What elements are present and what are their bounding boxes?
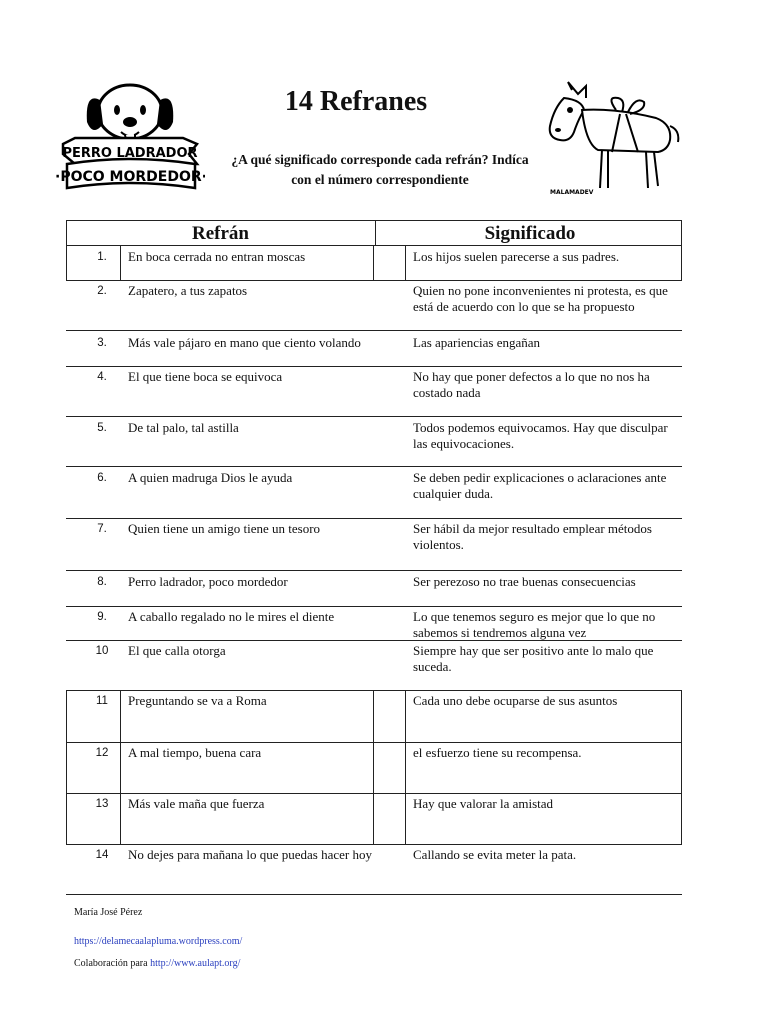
instructions-line2: con el número correspondiente [291,172,469,187]
row-refran: Más vale maña que fuerza [128,796,265,811]
cell-border [66,690,67,844]
cell-border [373,246,374,280]
refranes-table [66,220,682,862]
row-significado: Los hijos suelen parecerse a sus padres. [413,249,620,264]
row-number: 3. [97,337,107,349]
row-refran: El que calla otorga [128,643,226,658]
row-number: 8. [97,576,107,588]
row-number: 2. [97,285,107,297]
row-refran: Preguntando se va a Roma [128,693,267,708]
row-divider [66,570,682,571]
collab-prefix: Colaboración para [74,958,148,969]
footer-collab [74,958,240,969]
row-number: 1. [97,251,107,263]
footer-author: María José Pérez [74,907,143,918]
header-refran: Refrán [192,223,249,244]
cell-border [120,246,121,280]
row-divider [66,330,682,331]
collab-link[interactable]: http://www.aulapt.org/ [150,958,241,969]
row-refran: Más vale pájaro en mano que ciento volando [128,335,361,350]
row-significado: Lo que tenemos seguro es mejor que lo que no sabemos si tendremos alguna vez [413,609,656,640]
footer-blog-link[interactable]: https://delamecaalapluma.wordpress.com/ [74,936,243,947]
row-refran: En boca cerrada no entran moscas [128,249,306,264]
row-significado: Cada uno debe ocuparse de sus asuntos [413,693,618,708]
row-number: 7. [97,523,107,535]
row-significado: Siempre hay que ser positivo ante lo malo que suceda. [413,643,654,674]
row-divider [66,366,682,367]
row-number: 13 [95,798,109,810]
row-significado: el esfuerzo tiene su recompensa. [413,745,582,760]
row-divider [66,466,682,467]
row-significado: Las apariencias engañan [413,335,541,350]
instructions-line1: ¿A qué significado corresponde cada refrán? Indíca [231,152,529,167]
row-number: 6. [97,472,107,484]
row-number: 10 [95,645,109,657]
row-refran: Zapatero, a tus zapatos [128,283,248,298]
cell-border [66,246,67,280]
row-significado: Callando se evita meter la pata. [413,847,577,862]
row-number: 4. [97,371,107,383]
row-significado: Ser hábil da mejor resultado emplear métodos violentos. [413,521,652,552]
cell-border [681,246,682,280]
row-refran: El que tiene boca se equivoca [128,369,283,384]
cell-border [405,246,406,280]
row-refran: De tal palo, tal astilla [128,420,239,435]
row-refran: Perro ladrador, poco mordedor [128,574,288,589]
row-number: 14 [95,849,109,861]
cell-border [681,690,682,844]
row-significado: Quien no pone inconvenientes ni protesta, es que está de acuerdo con lo que se ha propuesto [413,283,668,314]
donkey-signature: MALAMADEV [550,189,594,196]
row-refran: No dejes para mañana lo que puedas hacer hoy [128,847,373,862]
row-divider [66,416,682,417]
row-number: 11 [96,695,108,707]
row-refran: Quien tiene un amigo tiene un tesoro [128,521,321,536]
table-header [66,220,682,246]
row-significado: No hay que poner defectos a lo que no nos ha costado nada [413,369,650,400]
row-refran: A caballo regalado no le mires el diente [128,609,335,624]
row-refran: A mal tiempo, buena cara [128,745,262,760]
row-divider [66,640,682,641]
logo-line2: ·POCO MORDEDOR· [55,169,205,185]
row-number: 12 [95,747,109,759]
row-significado: Todos podemos equivocamos. Hay que disculpar las equivocaciones. [413,420,668,451]
cell-border [373,690,374,844]
row-divider [66,280,682,281]
row-divider [66,690,682,691]
logo-line1: PERRO LADRADOR [62,146,198,161]
cell-border [120,690,121,844]
row-divider [66,742,682,743]
row-refran: A quien madruga Dios le ayuda [128,470,293,485]
page-title: 14 Refranes [284,86,428,117]
row-number: 5. [97,422,107,434]
instructions [212,150,548,190]
row-significado: Se deben pedir explicaciones o aclaraciones ante cualquier duda. [413,470,667,501]
row-divider [66,793,682,794]
row-divider [66,518,682,519]
row-divider [66,606,682,607]
row-significado: Hay que valorar la amistad [413,796,554,811]
row-number: 9. [97,611,107,623]
row-significado: Ser perezoso no trae buenas consecuencias [413,574,636,589]
row-divider [66,894,682,895]
cell-border [405,690,406,844]
row-divider [66,844,682,845]
header-significado: Significado [375,221,684,245]
